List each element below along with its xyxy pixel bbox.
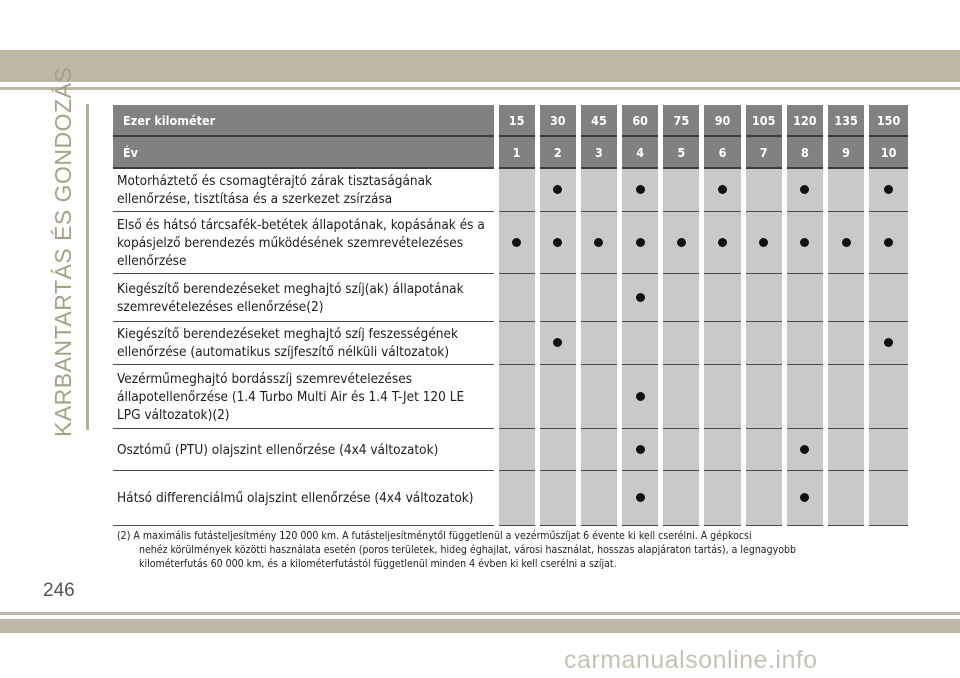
schedule-cell [537, 212, 578, 274]
schedule-cell [867, 429, 908, 471]
footnote-line: nehéz körülmények közötti használata esetén (poros területek, hideg éghajlat, városi használat, hosszas alapjáraton tartás), a legnagyobb [139, 544, 796, 556]
schedule-cell [826, 168, 867, 212]
km-header-cell: 105 [743, 105, 784, 136]
bullet-icon [800, 445, 809, 454]
schedule-cell [784, 365, 825, 429]
bullet-icon [884, 238, 893, 247]
schedule-cell [661, 274, 702, 322]
schedule-cell [826, 365, 867, 429]
bottom-rule [0, 612, 960, 615]
bullet-icon [718, 238, 727, 247]
top-band [0, 50, 960, 82]
schedule-cell [620, 212, 661, 274]
schedule-cell [661, 365, 702, 429]
bullet-icon [512, 238, 521, 247]
schedule-cell [578, 212, 619, 274]
schedule-cell [867, 212, 908, 274]
maintenance-table [113, 105, 908, 526]
schedule-cell [537, 274, 578, 322]
schedule-cell [496, 274, 537, 322]
schedule-cell [784, 322, 825, 365]
schedule-cell [826, 471, 867, 526]
schedule-cell [702, 274, 743, 322]
year-header-cell: 2 [537, 136, 578, 168]
schedule-cell [743, 429, 784, 471]
schedule-cell [661, 429, 702, 471]
year-header-label: Év [113, 136, 496, 168]
schedule-cell [578, 168, 619, 212]
schedule-cell [702, 365, 743, 429]
row-label: Kiegészítő berendezéseket meghajtó szíj(ak) állapotának szemrevételezéses ellenőrzése(2) [113, 274, 496, 322]
row-label: Kiegészítő berendezéseket meghajtó szíj feszességének ellenőrzése (automatikus szíjfeszítő nélküli változatok) [113, 322, 496, 365]
km-header-cell: 120 [784, 105, 825, 136]
schedule-cell [620, 322, 661, 365]
schedule-cell [537, 168, 578, 212]
schedule-cell [784, 274, 825, 322]
table-row [113, 365, 908, 429]
year-header-cell: 5 [661, 136, 702, 168]
table-row [113, 274, 908, 322]
bullet-icon [677, 238, 686, 247]
schedule-cell [578, 322, 619, 365]
bullet-icon [884, 185, 893, 194]
schedule-cell [620, 365, 661, 429]
km-header-cell: 30 [537, 105, 578, 136]
schedule-cell [784, 168, 825, 212]
row-label: Első és hátsó tárcsafék-betétek állapotának, kopásának és a kopásjelző berendezés működésének szemrevételezéses ellenőrzése [113, 212, 496, 274]
schedule-cell [702, 168, 743, 212]
row-label: Motorháztető és csomagtérajtó zárak tisztaságának ellenőrzése, tisztítása és a szerkezet zsírzása [113, 168, 496, 212]
schedule-cell [784, 471, 825, 526]
schedule-cell [702, 471, 743, 526]
bullet-icon [636, 185, 645, 194]
schedule-cell [743, 274, 784, 322]
schedule-cell [702, 429, 743, 471]
schedule-cell [743, 471, 784, 526]
schedule-cell [620, 168, 661, 212]
year-header-cell: 9 [826, 136, 867, 168]
schedule-cell [661, 471, 702, 526]
section-title: KARBANTARTÁS ÉS GONDOZÁS [50, 66, 76, 437]
bullet-icon [553, 185, 562, 194]
year-header-cell: 8 [784, 136, 825, 168]
row-label: Vezérműmeghajtó bordásszíj szemrevételezéses állapotellenőrzése (1.4 Turbo Multi Air és 1.4 T-Jet 120 LE LPG változatok)(2) [113, 365, 496, 429]
schedule-cell [661, 212, 702, 274]
bullet-icon [636, 445, 645, 454]
schedule-cell [867, 471, 908, 526]
top-rule [0, 87, 960, 90]
bullet-icon [636, 392, 645, 401]
schedule-cell [496, 212, 537, 274]
km-header-cell: 90 [702, 105, 743, 136]
schedule-cell [826, 322, 867, 365]
year-header-cell: 1 [496, 136, 537, 168]
km-header-cell: 60 [620, 105, 661, 136]
bullet-icon [636, 238, 645, 247]
bullet-icon [553, 338, 562, 347]
page-number: 246 [43, 580, 75, 601]
schedule-cell [702, 212, 743, 274]
bullet-icon [553, 238, 562, 247]
schedule-cell [743, 322, 784, 365]
bullet-icon [800, 185, 809, 194]
table-row [113, 168, 908, 212]
schedule-cell [784, 429, 825, 471]
schedule-cell [826, 429, 867, 471]
table-row [113, 212, 908, 274]
schedule-cell [620, 274, 661, 322]
table-row [113, 429, 908, 471]
km-header-cell: 135 [826, 105, 867, 136]
footnote-line: kilométerfutás 60 000 km, és a kilométerfutástól függetlenül minden 4 évben ki kell cserélni a szíjat. [139, 558, 617, 570]
schedule-cell [620, 429, 661, 471]
schedule-cell [578, 471, 619, 526]
km-header-row [113, 105, 908, 136]
year-header-row [113, 136, 908, 168]
schedule-cell [702, 322, 743, 365]
row-label: Osztómű (PTU) olajszint ellenőrzése (4x4 változatok) [113, 429, 496, 471]
schedule-cell [496, 471, 537, 526]
schedule-cell [661, 168, 702, 212]
row-label: Hátsó differenciálmű olajszint ellenőrzése (4x4 változatok) [113, 471, 496, 526]
bullet-icon [636, 293, 645, 302]
km-header-cell: 15 [496, 105, 537, 136]
schedule-cell [867, 274, 908, 322]
year-header-cell: 10 [867, 136, 908, 168]
bullet-icon [594, 238, 603, 247]
footnote-line: (2) A maximális futásteljesítmény 120 000 km. A futásteljesítménytől függetlenül a vezérműszíjat 6 évente ki kell cserélni. A gépkocsi [117, 530, 752, 542]
side-rule [86, 104, 89, 430]
schedule-cell [867, 365, 908, 429]
bullet-icon [842, 238, 851, 247]
schedule-cell [826, 212, 867, 274]
table-row [113, 471, 908, 526]
schedule-cell [867, 322, 908, 365]
km-header-label: Ezer kilométer [113, 105, 496, 136]
bottom-band [0, 619, 960, 633]
schedule-cell [537, 429, 578, 471]
schedule-cell [496, 429, 537, 471]
table-row [113, 322, 908, 365]
watermark: carmanualsonline.info [564, 646, 818, 674]
schedule-cell [743, 365, 784, 429]
year-header-cell: 4 [620, 136, 661, 168]
km-header-cell: 75 [661, 105, 702, 136]
schedule-cell [620, 471, 661, 526]
schedule-cell [496, 168, 537, 212]
schedule-cell [537, 322, 578, 365]
year-header-cell: 3 [578, 136, 619, 168]
schedule-cell [578, 429, 619, 471]
schedule-cell [496, 365, 537, 429]
bullet-icon [800, 238, 809, 247]
schedule-cell [496, 322, 537, 365]
footnote [117, 529, 912, 571]
schedule-cell [826, 274, 867, 322]
schedule-cell [578, 365, 619, 429]
schedule-cell [867, 168, 908, 212]
bullet-icon [718, 185, 727, 194]
schedule-cell [743, 212, 784, 274]
schedule-cell [537, 365, 578, 429]
schedule-cell [784, 212, 825, 274]
km-header-cell: 45 [578, 105, 619, 136]
year-header-cell: 7 [743, 136, 784, 168]
schedule-cell [743, 168, 784, 212]
schedule-cell [537, 471, 578, 526]
bullet-icon [759, 238, 768, 247]
year-header-cell: 6 [702, 136, 743, 168]
km-header-cell: 150 [867, 105, 908, 136]
bullet-icon [636, 493, 645, 502]
bullet-icon [800, 493, 809, 502]
schedule-cell [661, 322, 702, 365]
bullet-icon [884, 338, 893, 347]
schedule-cell [578, 274, 619, 322]
